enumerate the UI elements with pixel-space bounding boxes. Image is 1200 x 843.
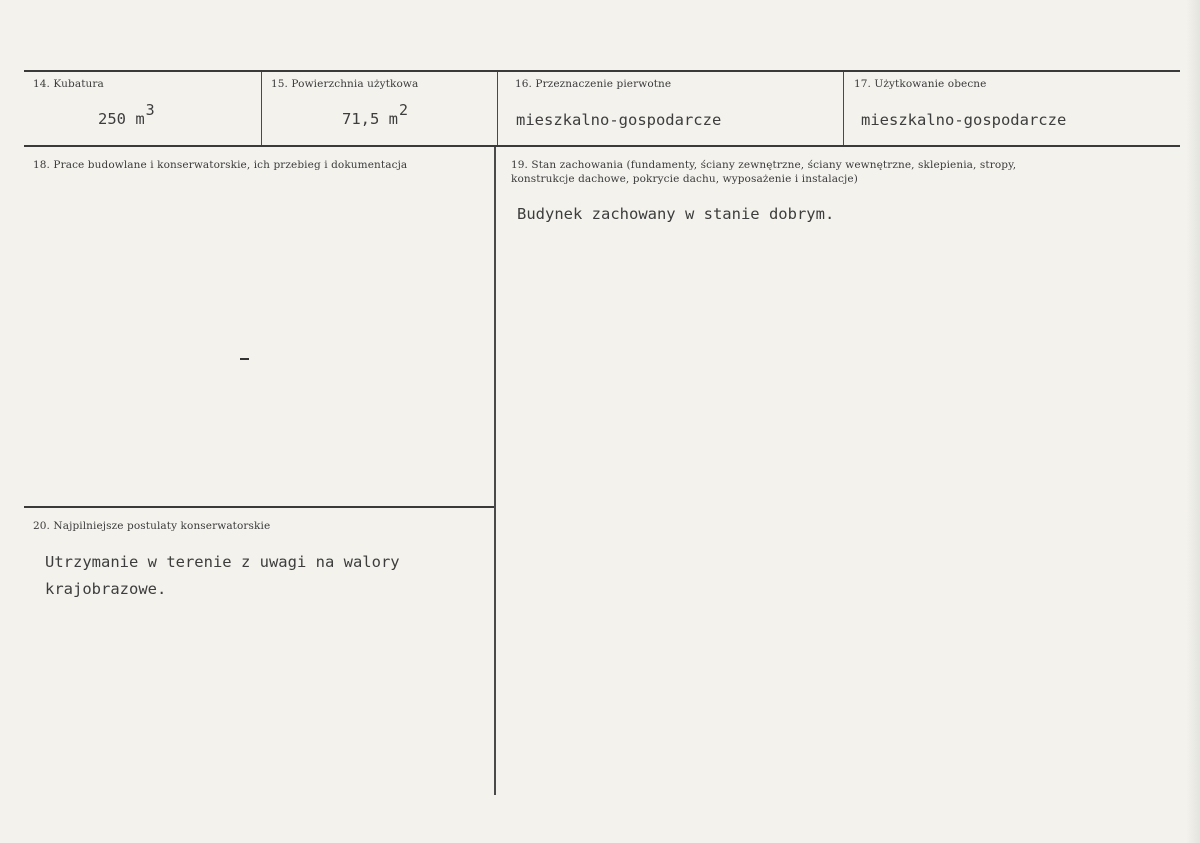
divider-14-15 [261,72,262,145]
field-15-label: 15. Powierzchnia użytkowa [271,78,419,90]
section-18-bottom-rule [24,506,494,508]
field-20-value-line1: Utrzymanie w terenie z uwagi na walory [45,553,400,571]
field-20-label: 20. Najpilniejsze postulaty konserwatorskie [33,520,271,532]
field-15-exponent: 2 [399,101,409,119]
top-rule [24,70,1180,72]
field-17-value: mieszkalno-gospodarcze [861,111,1067,129]
field-18-label: 18. Prace budowlane i konserwatorskie, ich przebieg i dokumentacja [33,159,408,171]
field-16-value: mieszkalno-gospodarcze [516,111,722,129]
card-edge-shadow [1186,0,1200,843]
divider-16-17 [843,72,844,145]
field-14-exponent: 3 [145,101,155,119]
field-19-label-line2: konstrukcje dachowe, pokrycie dachu, wyposażenie i instalacje) [511,173,858,185]
row1-bottom-rule [24,145,1180,147]
field-19-value: Budynek zachowany w stanie dobrym. [517,205,835,223]
field-14-label: 14. Kubatura [33,78,104,90]
field-18-dash [240,358,249,360]
field-14-value: 250 m3 [98,101,155,128]
field-19-label-line1: 19. Stan zachowania (fundamenty, ściany zewnętrzne, ściany wewnętrzne, sklepienia, stropy, [511,159,1017,171]
field-15-value: 71,5 m2 [342,101,409,128]
field-20-value-line2: krajobrazowe. [45,580,167,598]
divider-main [494,147,496,795]
field-17-label: 17. Użytkowanie obecne [854,78,987,90]
field-16-label: 16. Przeznaczenie pierwotne [515,78,672,90]
divider-15-16 [497,72,498,145]
